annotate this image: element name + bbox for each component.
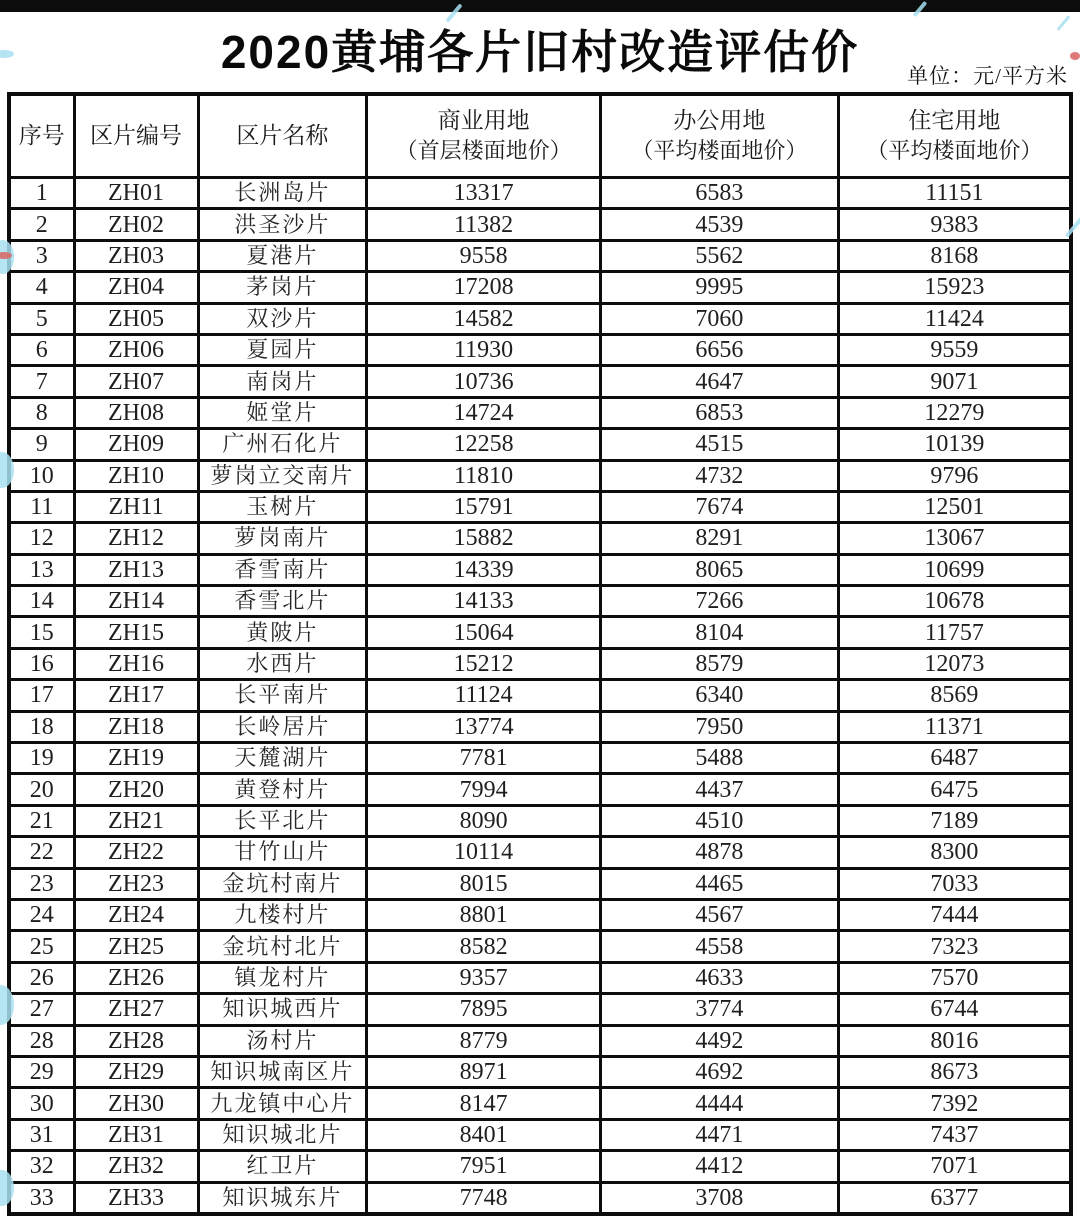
office-price-cell: 4539 [600,209,838,240]
table-row [9,617,1071,648]
seq-cell: 29 [9,1056,74,1087]
zone-name-cell: 九龙镇中心片 [198,1088,367,1119]
seq-cell: 4 [9,272,74,303]
zone-name-cell: 知识城南区片 [198,1056,367,1087]
commercial-price-cell: 15212 [367,648,601,679]
header-row [9,94,1071,178]
commercial-price-cell: 11810 [367,460,601,491]
office-price-cell: 5488 [600,743,838,774]
commercial-price-cell: 8090 [367,805,601,836]
commercial-price-cell: 14339 [367,554,601,585]
zone-name-cell: 香雪北片 [198,586,367,617]
zone-name-cell: 长平南片 [198,680,367,711]
office-price-cell: 4878 [600,837,838,868]
table-row [9,1119,1071,1150]
office-price-cell: 6853 [600,397,838,428]
residential-price-cell: 15923 [838,272,1071,303]
residential-price-cell: 9796 [838,460,1071,491]
office-price-cell: 7060 [600,303,838,334]
zone-name-cell: 甘竹山片 [198,837,367,868]
zone-name-cell: 南岗片 [198,366,367,397]
zone-code-cell: ZH22 [74,837,198,868]
office-price-cell: 8579 [600,648,838,679]
table-row [9,209,1071,240]
table-row [9,805,1071,836]
table-row [9,837,1071,868]
office-price-cell: 4412 [600,1151,838,1182]
office-price-cell: 4465 [600,868,838,899]
office-price-cell: 4732 [600,460,838,491]
zone-code-cell: ZH31 [74,1119,198,1150]
zone-name-cell: 水西片 [198,648,367,679]
office-price-cell: 6656 [600,334,838,365]
office-price-cell: 8291 [600,523,838,554]
residential-price-cell: 7323 [838,931,1071,962]
header-commercial [367,94,601,178]
residential-price-cell: 7071 [838,1151,1071,1182]
zone-code-cell: ZH10 [74,460,198,491]
commercial-price-cell: 11382 [367,209,601,240]
zone-name-cell: 知识城西片 [198,994,367,1025]
seq-cell: 16 [9,648,74,679]
residential-price-cell: 9559 [838,334,1071,365]
zone-name-cell: 夏园片 [198,334,367,365]
commercial-price-cell: 13774 [367,711,601,742]
zone-code-cell: ZH12 [74,523,198,554]
residential-price-cell: 8673 [838,1056,1071,1087]
residential-price-cell: 6475 [838,774,1071,805]
seq-cell: 26 [9,962,74,993]
seq-cell: 24 [9,899,74,930]
office-price-cell: 6340 [600,680,838,711]
zone-name-cell: 金坑村南片 [198,868,367,899]
residential-price-cell: 10678 [838,586,1071,617]
header-office-label: 办公用地 [673,108,766,133]
residential-price-cell: 7570 [838,962,1071,993]
residential-price-cell: 8168 [838,240,1071,271]
table-row [9,1088,1071,1119]
zone-name-cell: 汤村片 [198,1025,367,1056]
commercial-price-cell: 11124 [367,680,601,711]
residential-price-cell: 12279 [838,397,1071,428]
zone-code-cell: ZH06 [74,334,198,365]
residential-price-cell: 8300 [838,837,1071,868]
table-row [9,240,1071,271]
office-price-cell: 4567 [600,899,838,930]
office-price-cell: 4558 [600,931,838,962]
zone-code-cell: ZH24 [74,899,198,930]
zone-code-cell: ZH27 [74,994,198,1025]
commercial-price-cell: 7781 [367,743,601,774]
zone-code-cell: ZH11 [74,491,198,522]
zone-name-cell: 长平北片 [198,805,367,836]
zone-name-cell: 姬堂片 [198,397,367,428]
header-residential-sub: （平均楼面地价） [866,138,1043,163]
office-price-cell: 3774 [600,994,838,1025]
zone-name-cell: 金坑村北片 [198,931,367,962]
zone-code-cell: ZH03 [74,240,198,271]
table-row [9,994,1071,1025]
office-price-cell: 4437 [600,774,838,805]
seq-cell: 15 [9,617,74,648]
zone-name-cell: 洪圣沙片 [198,209,367,240]
zone-name-cell: 红卫片 [198,1151,367,1182]
seq-cell: 6 [9,334,74,365]
seq-cell: 10 [9,460,74,491]
seq-cell: 32 [9,1151,74,1182]
office-price-cell: 4471 [600,1119,838,1150]
table-row [9,366,1071,397]
header-office [600,94,838,178]
seq-cell: 5 [9,303,74,334]
header-seq [9,94,74,178]
zone-name-cell: 香雪南片 [198,554,367,585]
zone-name-cell: 长岭居片 [198,711,367,742]
zone-name-cell: 萝岗南片 [198,523,367,554]
zone-code-cell: ZH05 [74,303,198,334]
zone-name-cell: 黄登村片 [198,774,367,805]
residential-price-cell: 7444 [838,899,1071,930]
header-residential [838,94,1071,178]
residential-price-cell: 13067 [838,523,1071,554]
office-price-cell: 4492 [600,1025,838,1056]
table-row [9,868,1071,899]
table-row [9,1182,1071,1214]
table-row [9,303,1071,334]
seq-cell: 2 [9,209,74,240]
commercial-price-cell: 8147 [367,1088,601,1119]
residential-price-cell: 10139 [838,429,1071,460]
price-table [7,92,1073,1216]
header-office-sub: （平均楼面地价） [631,138,808,163]
office-price-cell: 4444 [600,1088,838,1119]
residential-price-cell: 6377 [838,1182,1071,1214]
zone-name-cell: 知识城北片 [198,1119,367,1150]
table-row [9,1056,1071,1087]
zone-code-cell: ZH09 [74,429,198,460]
table-row [9,962,1071,993]
header-seq-label: 序号 [18,123,65,148]
table-header [9,94,1071,178]
zone-name-cell: 知识城东片 [198,1182,367,1214]
header-zone-code-label: 区片编号 [90,123,183,148]
zone-name-cell: 玉树片 [198,491,367,522]
commercial-price-cell: 13317 [367,178,601,209]
table-row [9,397,1071,428]
table-row [9,460,1071,491]
office-price-cell: 8065 [600,554,838,585]
residential-price-cell: 11757 [838,617,1071,648]
zone-code-cell: ZH30 [74,1088,198,1119]
residential-price-cell: 8569 [838,680,1071,711]
zone-name-cell: 夏港片 [198,240,367,271]
residential-price-cell: 10699 [838,554,1071,585]
seq-cell: 7 [9,366,74,397]
table-row [9,272,1071,303]
commercial-price-cell: 8582 [367,931,601,962]
table-row [9,491,1071,522]
office-price-cell: 4510 [600,805,838,836]
zone-code-cell: ZH25 [74,931,198,962]
office-price-cell: 4515 [600,429,838,460]
residential-price-cell: 7392 [838,1088,1071,1119]
header-zone-name [198,94,367,178]
office-price-cell: 8104 [600,617,838,648]
residential-price-cell: 12073 [838,648,1071,679]
table-body [9,178,1071,1214]
zone-name-cell: 茅岗片 [198,272,367,303]
table-row [9,334,1071,365]
zone-name-cell: 天麓湖片 [198,743,367,774]
zone-code-cell: ZH14 [74,586,198,617]
zone-code-cell: ZH04 [74,272,198,303]
commercial-price-cell: 7951 [367,1151,601,1182]
zone-name-cell: 萝岗立交南片 [198,460,367,491]
seq-cell: 21 [9,805,74,836]
office-price-cell: 4633 [600,962,838,993]
commercial-price-cell: 10114 [367,837,601,868]
seq-cell: 3 [9,240,74,271]
commercial-price-cell: 8971 [367,1056,601,1087]
residential-price-cell: 8016 [838,1025,1071,1056]
table-row [9,743,1071,774]
office-price-cell: 4692 [600,1056,838,1087]
table-row [9,648,1071,679]
table-row [9,586,1071,617]
seq-cell: 11 [9,491,74,522]
seq-cell: 8 [9,397,74,428]
commercial-price-cell: 8779 [367,1025,601,1056]
residential-price-cell: 7437 [838,1119,1071,1150]
residential-price-cell: 11371 [838,711,1071,742]
seq-cell: 33 [9,1182,74,1214]
residential-price-cell: 9383 [838,209,1071,240]
seq-cell: 14 [9,586,74,617]
table-row [9,429,1071,460]
zone-code-cell: ZH17 [74,680,198,711]
table-row [9,1025,1071,1056]
seq-cell: 9 [9,429,74,460]
table-row [9,523,1071,554]
zone-code-cell: ZH13 [74,554,198,585]
residential-price-cell: 7189 [838,805,1071,836]
header-residential-label: 住宅用地 [908,108,1001,133]
commercial-price-cell: 11930 [367,334,601,365]
zone-name-cell: 双沙片 [198,303,367,334]
office-price-cell: 7674 [600,491,838,522]
zone-code-cell: ZH23 [74,868,198,899]
table-row [9,931,1071,962]
commercial-price-cell: 15791 [367,491,601,522]
commercial-price-cell: 7895 [367,994,601,1025]
office-price-cell: 7266 [600,586,838,617]
residential-price-cell: 9071 [838,366,1071,397]
zone-code-cell: ZH21 [74,805,198,836]
commercial-price-cell: 9558 [367,240,601,271]
seq-cell: 31 [9,1119,74,1150]
zone-code-cell: ZH16 [74,648,198,679]
table-row [9,899,1071,930]
zone-name-cell: 广州石化片 [198,429,367,460]
seq-cell: 23 [9,868,74,899]
residential-price-cell: 11424 [838,303,1071,334]
seq-cell: 27 [9,994,74,1025]
zone-code-cell: ZH02 [74,209,198,240]
residential-price-cell: 6487 [838,743,1071,774]
zone-code-cell: ZH18 [74,711,198,742]
residential-price-cell: 11151 [838,178,1071,209]
zone-code-cell: ZH15 [74,617,198,648]
table-row [9,680,1071,711]
seq-cell: 1 [9,178,74,209]
commercial-price-cell: 17208 [367,272,601,303]
commercial-price-cell: 8801 [367,899,601,930]
commercial-price-cell: 15064 [367,617,601,648]
seq-cell: 19 [9,743,74,774]
seq-cell: 28 [9,1025,74,1056]
zone-code-cell: ZH08 [74,397,198,428]
residential-price-cell: 6744 [838,994,1071,1025]
office-price-cell: 9995 [600,272,838,303]
commercial-price-cell: 14133 [367,586,601,617]
zone-code-cell: ZH32 [74,1151,198,1182]
seq-cell: 25 [9,931,74,962]
office-price-cell: 7950 [600,711,838,742]
office-price-cell: 3708 [600,1182,838,1214]
seq-cell: 12 [9,523,74,554]
office-price-cell: 4647 [600,366,838,397]
commercial-price-cell: 10736 [367,366,601,397]
office-price-cell: 5562 [600,240,838,271]
office-price-cell: 6583 [600,178,838,209]
seq-cell: 13 [9,554,74,585]
commercial-price-cell: 15882 [367,523,601,554]
residential-price-cell: 7033 [838,868,1071,899]
zone-name-cell: 长洲岛片 [198,178,367,209]
commercial-price-cell: 8401 [367,1119,601,1150]
header-zone-code [74,94,198,178]
header-zone-name-label: 区片名称 [236,123,329,148]
page-title: 2020黄埔各片旧村改造评估价 [220,26,860,78]
commercial-price-cell: 9357 [367,962,601,993]
zone-code-cell: ZH29 [74,1056,198,1087]
commercial-price-cell: 12258 [367,429,601,460]
commercial-price-cell: 14724 [367,397,601,428]
commercial-price-cell: 8015 [367,868,601,899]
table-row [9,178,1071,209]
seq-cell: 22 [9,837,74,868]
seq-cell: 18 [9,711,74,742]
table-row [9,1151,1071,1182]
zone-code-cell: ZH20 [74,774,198,805]
zone-name-cell: 九楼村片 [198,899,367,930]
zone-code-cell: ZH19 [74,743,198,774]
top-black-bar [0,0,1080,12]
table-row [9,774,1071,805]
zone-code-cell: ZH28 [74,1025,198,1056]
table-row [9,711,1071,742]
table-row [9,554,1071,585]
commercial-price-cell: 7748 [367,1182,601,1214]
seq-cell: 30 [9,1088,74,1119]
commercial-price-cell: 14582 [367,303,601,334]
unit-label: 单位：元/平方米 [907,64,1068,88]
zone-name-cell: 镇龙村片 [198,962,367,993]
seq-cell: 20 [9,774,74,805]
zone-code-cell: ZH07 [74,366,198,397]
zone-name-cell: 黄陂片 [198,617,367,648]
header-commercial-label: 商业用地 [437,108,530,133]
zone-code-cell: ZH01 [74,178,198,209]
header-commercial-sub: （首层楼面地价） [395,138,572,163]
zone-code-cell: ZH33 [74,1182,198,1214]
commercial-price-cell: 7994 [367,774,601,805]
residential-price-cell: 12501 [838,491,1071,522]
seq-cell: 17 [9,680,74,711]
zone-code-cell: ZH26 [74,962,198,993]
